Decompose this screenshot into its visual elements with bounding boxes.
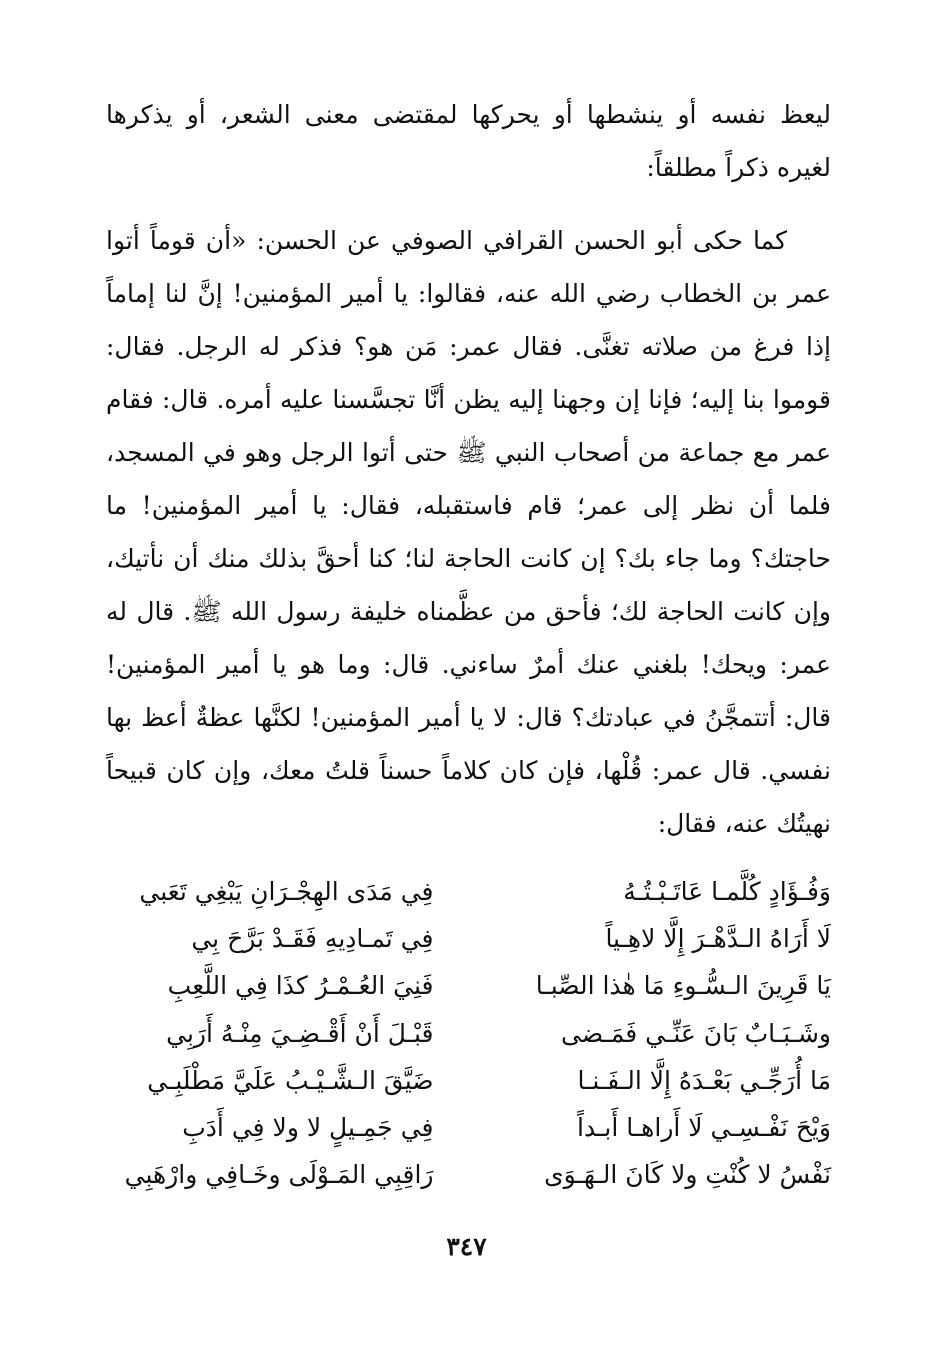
first-hemistich: لَا أَرَاهُ الـدَّهْـرَ إِلَّا لاهِـياً [605,924,831,954]
first-hemistich: يَا قَرِينَ الـسُّـوءِ مَا هٰذا الصِّبـا [535,971,831,1001]
intro-paragraph: ليعظ نفسه أو ينشطها أو يحركها لمقتضى معنى الشعر، أو يذكرها لغيره ذكراً مطلقاً: [106,100,831,182]
second-hemistich: فِي جَمِـيلٍ لا ولا فِي أَدَبِ [182,1113,434,1143]
first-hemistich: نَفْسُ لا كُنْتِ ولا كَانَ الـهَـوَى [544,1160,831,1190]
second-hemistich: رَاقِبِي المَـوْلَى وخَـافِي وارْهَبِي [124,1160,434,1190]
second-hemistich: ضَيَّقَ الـشَّـيْـبُ عَلَيَّ مَطْلَبِـي [147,1065,434,1095]
page-number: ٣٤٧ [446,1232,487,1261]
second-hemistich: فِي مَدَى الهِجْـرَانِ يَبْغِي تَعَبي [139,877,434,906]
first-hemistich: مَا أُرَجِّـي بَعْـدَهُ إِلَّا الـفَـنـا [577,1065,831,1095]
narrative-paragraph: كما حكى أبو الحسن القرافي الصوفي عن الحسن: «أن قوماً أتوا عمر بن الخطاب رضي الله عنه، فقالوا: يا أمير المؤمنين! إنَّ لنا إماماً إذا فرغ من صلاته تغنَّى. فقال عمر: مَن هو؟ فذكر له الرجل. فقال: قوموا بنا إليه؛ فإنا إن وجهنا إليه يظن أنَّا تجسَّسنا عليه أمره. قال: فقام عمر مع جماعة من أصحاب النبي ﷺ حتى أتوا الرجل وهو في المسجد، فلما أن نظر إلى عمر؛ قام فاستقبله، فقال: يا أمير المؤمنين! ما حاجتك؟ وما جاء بك؟ إن كانت الحاجة لنا؛ كنا أحقَّ بذلك منك أن نأتيك، وإن كانت الحاجة لك؛ فأحق من عظَّمناه خليفة رسول الله ﷺ. قال له عمر: ويحك! بلغني عنك أمرٌ ساءني. قال: وما هو يا أمير المؤمنين! قال: أتتمجَّنُ في عبادتك؟ قال: لا يا أمير المؤمنين! لكنَّها عظةٌ أعظ بها نفسي. قال عمر: قُلْها، فإن كان كلاماً حسناً قلتُ معك، وإن كان قبيحاً نهيتُك عنه، فقال: [106,226,831,838]
first-hemistich: وَفُـؤَادٍ كُلَّمـا عَاتَـبْـتُـهُ [623,877,831,906]
first-hemistich: وَيْحَ نَفْـسِـي لَا أَراهـا أَبـداً [577,1113,831,1143]
second-hemistich: فَنِيَ العُـمْـرُ كذَا فِي اللَّعِبِ [167,971,434,1001]
first-hemistich: وشَـبَـابٌ بَانَ عَنِّـي فَمَـضى [560,1018,831,1048]
poem [106,868,831,1198]
second-hemistich: قَبْـلَ أَنْ أَقْـضِـيَ مِنْـهُ أَرَبِي [166,1018,434,1048]
second-hemistich: فِي تَمـادِيهِ فَقَـدْ بَرَّحَ بِي [191,924,434,954]
